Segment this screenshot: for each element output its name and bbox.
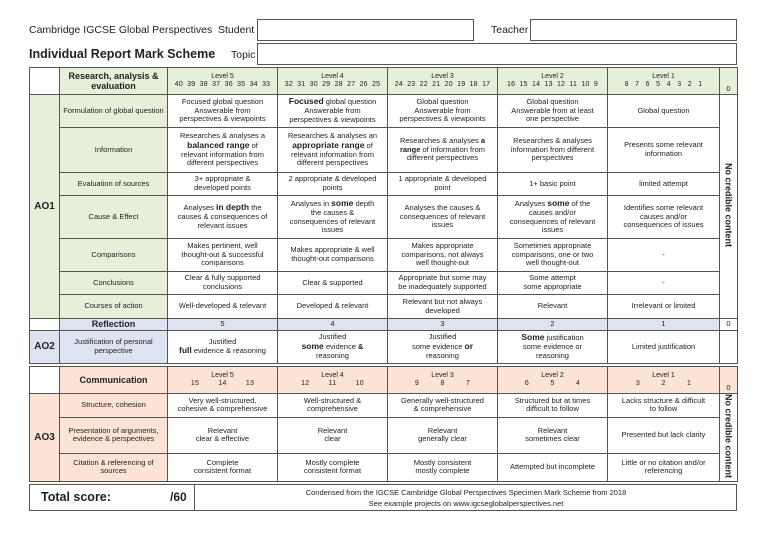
descriptor-cell: Attempted but incomplete xyxy=(498,453,608,481)
descriptor-cell: 1 appropriate & developed point xyxy=(388,173,498,196)
descriptor-cell: Well-structured & comprehensive xyxy=(278,394,388,418)
descriptor-cell: Lacks structure & difficult to follow xyxy=(608,394,720,418)
descriptor-cell: Analyses in some depth the causes & consequences of relevant issues xyxy=(278,196,388,239)
page-title: Individual Report Mark Scheme xyxy=(29,47,216,61)
level-2-header: Level 2 16 15 14 13 12 11 10 9 xyxy=(498,68,608,95)
level-5-header: Level 5 40 39 38 37 36 35 34 33 xyxy=(168,68,278,95)
total-score-out-of: /60 xyxy=(170,490,187,504)
descriptor-cell: Sometimes appropriate comparisons, one or two well thought-out xyxy=(498,239,608,272)
level-2-header: 2 xyxy=(498,319,608,331)
descriptor-cell: Focused global question Answerable from perspectives & viewpoints xyxy=(278,95,388,128)
descriptor-cell: Generally well-structured & comprehensive xyxy=(388,394,498,418)
teacher-field[interactable] xyxy=(530,19,737,41)
mark-scheme-table xyxy=(29,67,738,482)
level-3-header: 3 xyxy=(388,319,498,331)
descriptor-cell: Global question xyxy=(608,95,720,128)
descriptor-cell: Relevant but not always developed xyxy=(388,295,498,319)
criterion-label: Structure, cohesion xyxy=(60,394,168,418)
section-reflection-header xyxy=(30,319,738,331)
descriptor-cell: Developed & relevant xyxy=(278,295,388,319)
descriptor-cell: Researches & analyses information from different perspectives xyxy=(498,128,608,173)
descriptor-cell: - xyxy=(608,239,720,272)
table-row xyxy=(30,173,738,196)
descriptor-cell: Relevant clear xyxy=(278,417,388,453)
section-communication-header xyxy=(30,367,738,394)
descriptor-cell: Presents some relevant information xyxy=(608,128,720,173)
descriptor-cell: Researches & analyses a balanced range of relevant information from different perspectives xyxy=(168,128,278,173)
descriptor-cell: Presented but lack clarity xyxy=(608,417,720,453)
topic-label: Topic xyxy=(231,49,256,61)
criterion-label: Justification of personal perspective xyxy=(60,331,168,364)
table-row xyxy=(30,453,738,481)
footer-note xyxy=(200,487,732,509)
table-row xyxy=(30,331,738,364)
table-row xyxy=(30,196,738,239)
footer-note-line1: Condensed from the IGCSE Cambridge Global Perspectives Specimen Mark Scheme from 2018 xyxy=(305,488,627,497)
descriptor-cell: Some justification some evidence or reasoning xyxy=(498,331,608,364)
descriptor-cell: Mostly consistent mostly complete xyxy=(388,453,498,481)
criterion-label: Information xyxy=(60,128,168,173)
reflection-heading: Reflection xyxy=(60,319,168,331)
ao1-label: AO1 xyxy=(30,95,60,319)
descriptor-cell: Analyses the causes & consequences of relevant issues xyxy=(388,196,498,239)
student-label: Student xyxy=(218,24,255,36)
level-4-header: Level 4 12 11 10 xyxy=(278,367,388,394)
criterion-label: Comparisons xyxy=(60,239,168,272)
descriptor-cell: 3+ appropriate & developed points xyxy=(168,173,278,196)
table-row xyxy=(30,239,738,272)
descriptor-cell: Little or no citation and/or referencing xyxy=(608,453,720,481)
no-credible-content-ao3: No credible content xyxy=(720,394,738,482)
descriptor-cell: Mostly complete consistent format xyxy=(278,453,388,481)
table-row xyxy=(30,295,738,319)
descriptor-cell: Researches & analyses an appropriate range of relevant information from different perspectives xyxy=(278,128,388,173)
course-name: Cambridge IGCSE Global Perspectives xyxy=(29,24,213,36)
descriptor-cell: - xyxy=(608,272,720,295)
descriptor-cell: Researches & analyses a range of information from different perspectives xyxy=(388,128,498,173)
descriptor-cell: Relevant clear & effective xyxy=(168,417,278,453)
student-field[interactable] xyxy=(257,19,474,41)
table-row xyxy=(30,417,738,453)
descriptor-cell: Complete consistent format xyxy=(168,453,278,481)
descriptor-cell: Relevant xyxy=(498,295,608,319)
level-3-header: Level 3 24 23 22 21 20 19 18 17 xyxy=(388,68,498,95)
criterion-label: Courses of action xyxy=(60,295,168,319)
level-5-header: 5 xyxy=(168,319,278,331)
criterion-label: Evaluation of sources xyxy=(60,173,168,196)
criterion-label: Cause & Effect xyxy=(60,196,168,239)
descriptor-cell: Analyses in depth the causes & consequences of relevant issues xyxy=(168,196,278,239)
topic-field[interactable] xyxy=(257,43,737,65)
descriptor-cell: Analyses some of the causes and/or consequences of relevant issues xyxy=(498,196,608,239)
criterion-label: Citation & referencing of sources xyxy=(60,453,168,481)
total-score-bar xyxy=(29,484,737,511)
descriptor-cell: Justified full evidence & reasoning xyxy=(168,331,278,364)
footer-divider xyxy=(194,484,195,511)
descriptor-cell: 1+ basic point xyxy=(498,173,608,196)
teacher-label: Teacher xyxy=(491,24,529,36)
descriptor-cell: Makes appropriate comparisons, not always well thought-out xyxy=(388,239,498,272)
descriptor-cell: Irrelevant or limited xyxy=(608,295,720,319)
descriptor-cell: Global question Answerable from at least one perspective xyxy=(498,95,608,128)
ao3-label: AO3 xyxy=(30,394,60,482)
descriptor-cell: Justified some evidence or reasoning xyxy=(388,331,498,364)
descriptor-cell: Identifies some relevant causes and/or consequences of issues xyxy=(608,196,720,239)
descriptor-cell: limited attempt xyxy=(608,173,720,196)
level-1-header: Level 1 3 2 1 xyxy=(608,367,720,394)
descriptor-cell: Clear & supported xyxy=(278,272,388,295)
section-research-header xyxy=(30,68,738,95)
criterion-label: Formulation of global question xyxy=(60,95,168,128)
level-5-header: Level 5 15 14 13 xyxy=(168,367,278,394)
descriptor-cell: Makes appropriate & well thought-out comparisons xyxy=(278,239,388,272)
descriptor-cell: Some attempt some appropriate xyxy=(498,272,608,295)
descriptor-cell: Very well-structured, cohesive & comprehensive xyxy=(168,394,278,418)
level-3-header: Level 3 9 8 7 xyxy=(388,367,498,394)
level-2-header: Level 2 6 5 4 xyxy=(498,367,608,394)
total-score-label: Total score: xyxy=(41,490,111,504)
table-row xyxy=(30,272,738,295)
descriptor-cell: Clear & fully supported conclusions xyxy=(168,272,278,295)
descriptor-cell: Relevant generally clear xyxy=(388,417,498,453)
ao2-label: AO2 xyxy=(30,331,60,364)
table-row xyxy=(30,394,738,418)
footer-note-line2: See example projects on www.igcseglobalperspectives.net xyxy=(368,499,564,508)
research-heading: Research, analysis & evaluation xyxy=(60,68,168,95)
descriptor-cell: Appropriate but some may be inadequately supported xyxy=(388,272,498,295)
level-4-header: Level 4 32 31 30 29 28 27 26 25 xyxy=(278,68,388,95)
communication-heading: Communication xyxy=(60,367,168,394)
zero-score: 0 xyxy=(720,367,738,394)
descriptor-cell: Structured but at times difficult to follow xyxy=(498,394,608,418)
descriptor-cell: Limited justification xyxy=(608,331,720,364)
zero-score: 0 xyxy=(720,68,738,95)
no-credible-content-ao1: No credible content xyxy=(720,95,738,319)
descriptor-cell: Focused global question Answerable from perspectives & viewpoints xyxy=(168,95,278,128)
level-1-header: 1 xyxy=(608,319,720,331)
table-row xyxy=(30,128,738,173)
level-4-header: 4 xyxy=(278,319,388,331)
zero-score: 0 xyxy=(720,319,738,331)
descriptor-cell: 2 appropriate & developed points xyxy=(278,173,388,196)
descriptor-cell: Makes pertinent, well thought-out & successful comparisons xyxy=(168,239,278,272)
table-row xyxy=(30,95,738,128)
criterion-label: Presentation of arguments, evidence & perspectives xyxy=(60,417,168,453)
level-1-header: Level 1 8 7 6 5 4 3 2 1 xyxy=(608,68,720,95)
descriptor-cell: Global question Answerable from perspectives & viewpoints xyxy=(388,95,498,128)
descriptor-cell: Well-developed & relevant xyxy=(168,295,278,319)
criterion-label: Conclusions xyxy=(60,272,168,295)
descriptor-cell: Relevant sometimes clear xyxy=(498,417,608,453)
descriptor-cell: Justified some evidence & reasoning xyxy=(278,331,388,364)
